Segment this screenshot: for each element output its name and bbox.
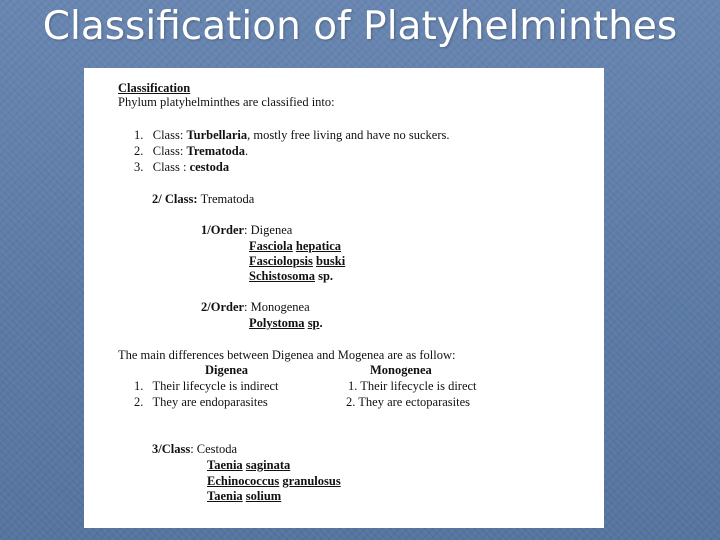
species: buski — [316, 254, 346, 268]
genus: Echinococcus — [207, 474, 280, 488]
list-number: 2. — [134, 395, 144, 409]
list-number: 1. — [134, 379, 144, 393]
section-cestoda — [152, 442, 237, 457]
species-item — [249, 269, 333, 284]
difference-right: 2. They are ectoparasites — [346, 395, 471, 409]
genus: Taenia — [207, 489, 243, 503]
order-label: 1/Order — [201, 223, 245, 237]
genus: Taenia — [207, 458, 243, 472]
class-item — [134, 128, 450, 143]
class-prefix: Class: — [152, 128, 187, 142]
order-monogenea — [201, 300, 310, 315]
slide-title: Classification of Platyhelminthes — [42, 4, 678, 49]
species-item — [207, 458, 290, 473]
genus: Polystoma — [249, 316, 305, 330]
class-description: , mostly free living and have no suckers. — [247, 128, 450, 142]
column-header-digenea: Digenea — [205, 363, 249, 377]
genus: Fasciola — [249, 239, 293, 253]
species-item — [249, 254, 345, 269]
difference-text: Their lifecycle is indirect — [152, 379, 279, 393]
order-label: 2/Order — [201, 300, 245, 314]
section-value: Trematoda — [200, 192, 255, 206]
order-digenea — [201, 223, 292, 238]
species-item — [207, 474, 341, 489]
genus: Schistosoma — [249, 269, 315, 283]
species: solium — [245, 489, 282, 503]
document-page — [84, 68, 604, 528]
class-description: . — [245, 144, 249, 158]
section-value: : Cestoda — [190, 442, 238, 456]
species-item — [249, 239, 341, 254]
differences-intro: The main differences between Digenea and Mogenea are as follow: — [118, 348, 456, 362]
species: hepatica — [295, 239, 342, 253]
doc-heading: Classification — [118, 81, 191, 95]
species-item — [207, 489, 281, 504]
list-number: 3. — [134, 160, 144, 174]
difference-right: 1. Their lifecycle is direct — [348, 379, 477, 393]
class-item — [134, 160, 229, 175]
section-label: 3/Class — [152, 442, 191, 456]
genus: Fasciolopsis — [249, 254, 313, 268]
class-name: cestoda — [189, 160, 230, 174]
class-prefix: Class: — [152, 144, 187, 158]
species: saginata — [245, 458, 291, 472]
section-trematoda — [152, 192, 254, 207]
column-header-monogenea: Monogenea — [370, 363, 432, 377]
section-number: 2/ — [152, 192, 162, 206]
species: sp — [307, 316, 320, 330]
species-suffix: . — [319, 316, 323, 330]
class-name: Turbellaria — [186, 128, 248, 142]
doc-intro: Phylum platyhelminthes are classified into: — [118, 95, 335, 109]
class-name: Trematoda — [186, 144, 245, 158]
class-item — [134, 144, 248, 159]
species: granulosus — [282, 474, 341, 488]
difference-text: They are endoparasites — [152, 395, 268, 409]
difference-left — [134, 379, 279, 394]
difference-left — [134, 395, 268, 410]
order-value: : Digenea — [244, 223, 293, 237]
section-label: Class: — [164, 192, 201, 206]
order-value: : Monogenea — [244, 300, 310, 314]
species-item — [249, 316, 323, 331]
list-number: 1. — [134, 128, 144, 142]
class-prefix: Class : — [152, 160, 190, 174]
list-number: 2. — [134, 144, 144, 158]
species: sp. — [318, 269, 334, 283]
